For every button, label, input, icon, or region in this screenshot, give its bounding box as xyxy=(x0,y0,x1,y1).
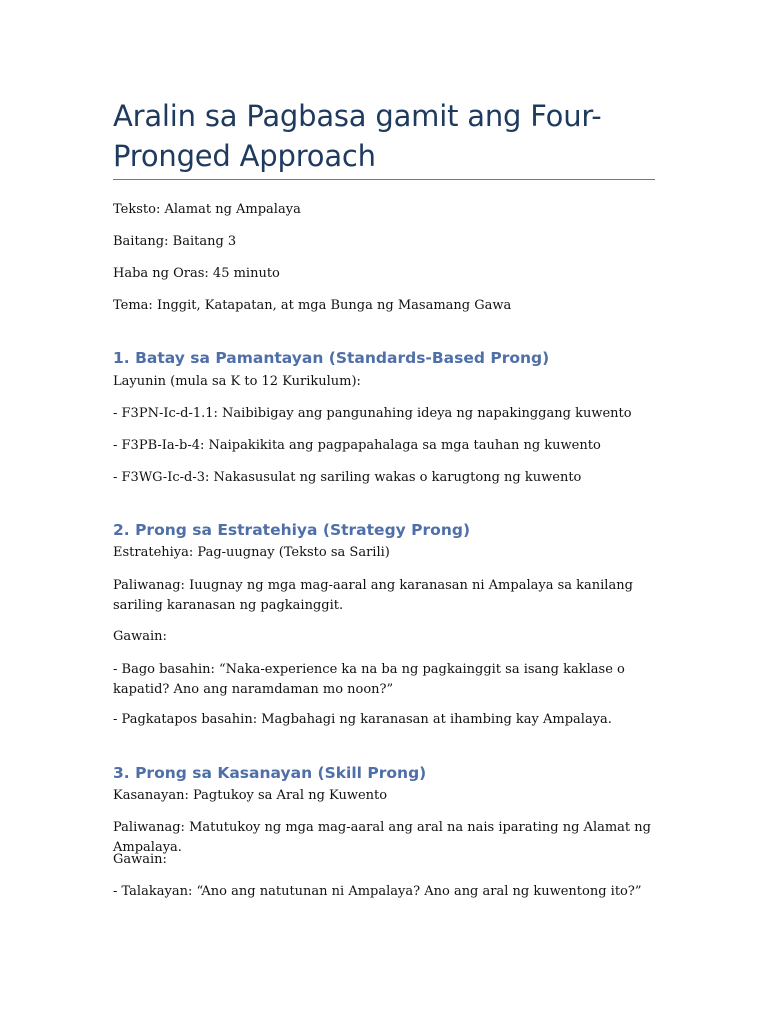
title-underline xyxy=(113,179,655,180)
section-3-explanation: Paliwanag: Matutukoy ng mga mag-aaral ang aral na nais iparating ng Alamat ng Ampalaya. xyxy=(113,820,651,855)
section-1-objective-item: - F3PN-Ic-d-1.1: Naibibigay ang pangunahing ideya ng napakinggang kuwento xyxy=(113,406,632,421)
section-3-activity-item: - Talakayan: “Ano ang natutunan ni Ampalaya? Ano ang aral ng kuwentong ito?” xyxy=(113,884,642,899)
section-3-heading: 3. Prong sa Kasanayan (Skill Prong) xyxy=(113,764,427,782)
section-1-heading: 1. Batay sa Pamantayan (Standards-Based Prong) xyxy=(113,349,550,367)
section-3-skill: Kasanayan: Pagtukoy sa Aral ng Kuwento xyxy=(113,788,388,803)
section-2-explanation: Paliwanag: Iuugnay ng mga mag-aaral ang karanasan ni Ampalaya sa kanilang sariling karanasan ng pagkainggit. xyxy=(113,578,633,613)
meta-duration: Haba ng Oras: 45 minuto xyxy=(113,266,280,281)
section-2-activity-label: Gawain: xyxy=(113,629,167,644)
section-2-activity-item: - Pagkatapos basahin: Magbahagi ng karanasan at ihambing kay Ampalaya. xyxy=(113,712,612,727)
section-2-heading: 2. Prong sa Estratehiya (Strategy Prong) xyxy=(113,521,471,539)
meta-theme: Tema: Inggit, Katapatan, at mga Bunga ng Masamang Gawa xyxy=(113,298,512,313)
section-1-objective-item: - F3PB-Ia-b-4: Naipakikita ang pagpapahalaga sa mga tauhan ng kuwento xyxy=(113,438,601,453)
section-2-strategy: Estratehiya: Pag-uugnay (Teksto sa Sarili) xyxy=(113,545,390,560)
document-title: Aralin sa Pagbasa gamit ang Four-Pronged Approach xyxy=(113,99,602,173)
section-2-activity-item: - Bago basahin: “Naka-experience ka na ba ng pagkainggit sa isang kaklase o kapatid? Ano ang naramdaman mo noon?” xyxy=(113,662,625,697)
meta-grade: Baitang: Baitang 3 xyxy=(113,234,237,249)
section-3-activity-label: Gawain: xyxy=(113,852,167,867)
section-1-objective-label: Layunin (mula sa K to 12 Kurikulum): xyxy=(113,374,361,389)
section-1-objective-item: - F3WG-Ic-d-3: Nakasusulat ng sariling wakas o karugtong ng kuwento xyxy=(113,470,582,485)
meta-text: Teksto: Alamat ng Ampalaya xyxy=(113,202,301,217)
